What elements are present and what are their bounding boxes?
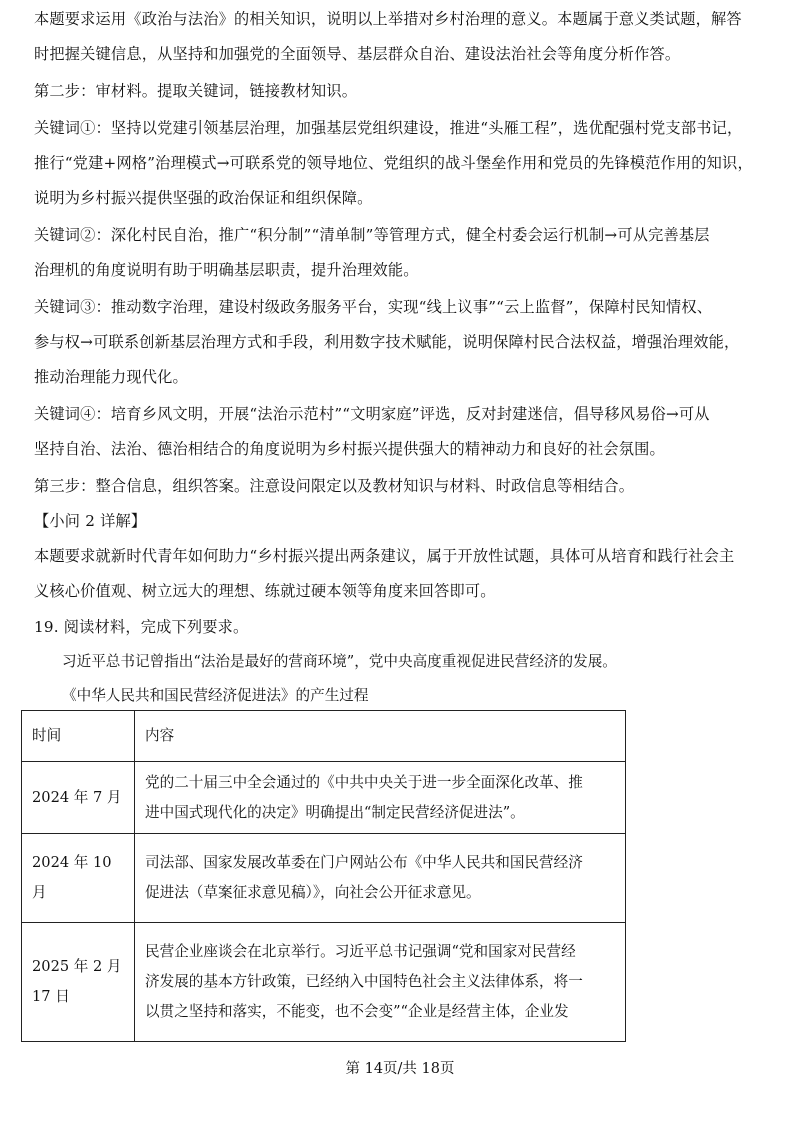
question-title: 19. 阅读材料，完成下列要求。 bbox=[34, 618, 249, 636]
table-caption: 《中华人民共和国民营经济促进法》的产生过程 bbox=[62, 687, 369, 704]
body-line: 推动治理能力现代化。 bbox=[34, 368, 188, 386]
table-row bbox=[22, 834, 626, 923]
body-line: 本题要求运用《政治与法治》的相关知识，说明以上举措对乡村治理的意义。本题属于意义类试题，解答 bbox=[34, 10, 742, 28]
time-cell bbox=[22, 762, 135, 834]
material-quote: 习近平总书记曾指出“法治是最好的营商环境”，党中央高度重视促进民营经济的发展。 bbox=[62, 653, 617, 670]
time-line: 2025 年 2 月 bbox=[32, 958, 122, 975]
body-line: 说明为乡村振兴提供坚强的政治保证和组织保障。 bbox=[34, 189, 373, 207]
table-row bbox=[22, 762, 626, 834]
content-line: 以贯之坚持和落实，不能变，也不会变”“企业是经营主体，企业发 bbox=[145, 1003, 569, 1020]
body-line: 第二步：审材料。提取关键词，链接教材知识。 bbox=[34, 82, 358, 100]
body-line: 时把握关键信息，从坚持和加强党的全面领导、基层群众自治、建设法治社会等角度分析作答。 bbox=[34, 45, 681, 63]
body-line: 关键词④：培育乡风文明，开展“法治示范村”“文明家庭”评选，反对封建迷信，倡导移风易俗→可从 bbox=[34, 405, 710, 423]
body-line: 关键词①：坚持以党建引领基层治理，加强基层党组织建设，推进“头雁工程”，选优配强村党支部书记， bbox=[34, 119, 743, 137]
body-line: 第三步：整合信息，组织答案。注意设问限定以及教材知识与材料、时政信息等相结合。 bbox=[34, 477, 635, 495]
table-header-row bbox=[22, 711, 626, 762]
time-cell bbox=[22, 834, 135, 923]
content-line: 济发展的基本方针政策，已经纳入中国特色社会主义法律体系，将一 bbox=[145, 973, 583, 990]
content-line: 进中国式现代化的决定》明确提出“制定民营经济促进法”。 bbox=[145, 803, 525, 821]
body-line: 关键词③：推动数字治理，建设村级政务服务平台，实现“线上议事”“云上监督”，保障村民知情权、 bbox=[34, 298, 713, 316]
content-line: 党的二十届三中全会通过的《中共中央关于进一步全面深化改革、推 bbox=[145, 773, 583, 791]
content-line: 民营企业座谈会在北京举行。习近平总书记强调“党和国家对民营经 bbox=[145, 943, 576, 960]
body-line: 关键词②：深化村民自治，推广“积分制”“清单制”等管理方式，健全村委会运行机制→可从完善基层 bbox=[34, 226, 710, 244]
time-line: 2024 年 10 月 bbox=[32, 854, 112, 901]
section-heading: 【小问 2 详解】 bbox=[34, 512, 147, 530]
body-line: 参与权→可联系创新基层治理方式和手段，利用数字技术赋能，说明保障村民合法权益，增强治理效能， bbox=[34, 333, 740, 351]
content-line: 促进法（草案征求意见稿）》，向社会公开征求意见。 bbox=[145, 884, 481, 901]
body-line: 本题要求就新时代青年如何助力“乡村振兴提出两条建议，属于开放性试题，具体可从培育和践行社会主 bbox=[34, 547, 735, 565]
time-cell bbox=[22, 923, 135, 1042]
time-line: 2024 年 7 月 bbox=[32, 788, 122, 806]
body-line: 义核心价值观、树立远大的理想、练就过硬本领等角度来回答即可。 bbox=[34, 582, 496, 600]
body-line: 治理机的角度说明有助于明确基层职责，提升治理效能。 bbox=[34, 261, 419, 279]
history-table bbox=[21, 710, 626, 1042]
page-number: 第 14页/共 18页 bbox=[345, 1061, 455, 1077]
content-cell bbox=[135, 923, 626, 1042]
content-line: 司法部、国家发展改革委在门户网站公布《中华人民共和国民营经济 bbox=[145, 854, 583, 871]
time-line: 17 日 bbox=[32, 988, 70, 1005]
body-line: 坚持自治、法治、德治相结合的角度说明为乡村振兴提供强大的精神动力和良好的社会氛围。 bbox=[34, 440, 665, 458]
body-line: 推行“党建+网格”治理模式→可联系党的领导地位、党组织的战斗堡垒作用和党员的先锋模范作用的知识， bbox=[34, 154, 753, 172]
content-cell bbox=[135, 762, 626, 834]
table-header-cell: 时间 bbox=[22, 711, 135, 762]
content-cell bbox=[135, 834, 626, 923]
table-row bbox=[22, 923, 626, 1042]
table-header-cell: 内容 bbox=[135, 711, 626, 762]
